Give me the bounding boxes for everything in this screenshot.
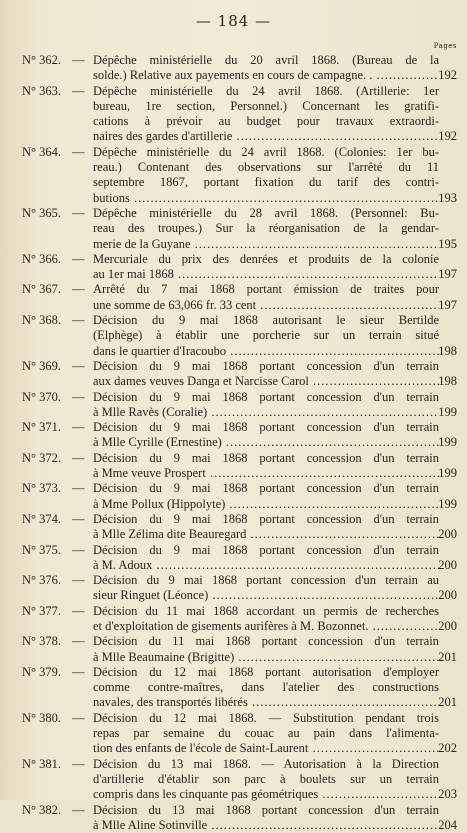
entry-line: naires des gardes d'artillerie ..... — [93, 129, 439, 144]
toc-entry — [0, 282, 467, 313]
toc-entry — [0, 420, 467, 451]
entry-dash: — — [72, 634, 85, 649]
entry-description — [93, 634, 439, 665]
entry-dash: — — [72, 573, 85, 588]
entry-line: à Mme veuve Prospert ..... — [93, 466, 439, 481]
entry-dash: — — [72, 358, 85, 373]
entry-number: N° 377. — [22, 603, 62, 618]
entry-description — [93, 84, 439, 145]
entry-line: solde.) Relative aux payements en cours de campagne. . ..... — [93, 68, 439, 83]
entry-line: bureau, 1re section, Personnel.) Concernant les gratifi- — [93, 98, 439, 113]
toc-entry — [0, 803, 467, 833]
entry-line: Décision du 12 mai 1868. — Substitution pendant trois — [93, 710, 439, 725]
table-of-contents — [0, 53, 467, 833]
entry-page-number: 199 — [438, 404, 457, 419]
entry-line: à Mlle Beaumaine (Brigitte) ..... — [93, 650, 439, 665]
entry-page-number: 197 — [438, 297, 457, 312]
toc-entry — [0, 512, 467, 543]
entry-page-number: 197 — [438, 267, 457, 282]
entry-number: N° 376. — [22, 573, 62, 588]
entry-description — [93, 573, 439, 604]
entry-number: N° 367. — [22, 282, 62, 297]
entry-number: N° 375. — [22, 542, 62, 557]
entry-line: Décision du 12 mai 1868 portant autorisation d'employer — [93, 664, 439, 679]
entry-line: Décision du 9 mai 1868 portant concession d'un terrain — [93, 420, 439, 435]
pages-column-label: Pages — [433, 42, 457, 50]
entry-page-number: 199 — [438, 496, 457, 511]
entry-line: Dépêche ministérielle du 24 avril 1868. (Artillerie: 1er — [93, 83, 439, 98]
toc-entry — [0, 604, 467, 635]
entry-description — [93, 420, 439, 451]
entry-page-number: 201 — [438, 649, 457, 664]
toc-entry — [0, 313, 467, 359]
entry-number: N° 369. — [22, 358, 62, 373]
entry-number: N° 368. — [22, 313, 62, 328]
entry-number: N° 366. — [22, 251, 62, 266]
entry-number: N° 371. — [22, 420, 62, 435]
entry-line: butions ..... — [93, 191, 439, 206]
toc-entry — [0, 451, 467, 482]
toc-entry — [0, 757, 467, 803]
entry-line: Dépêche ministérielle du 20 avril 1868. (Bureau de la — [93, 53, 439, 67]
entry-number: N° 363. — [22, 83, 62, 98]
entry-line: comme contre-maîtres, dans l'atelier des constructions — [93, 680, 439, 695]
entry-line: aux dames veuves Danga et Narcisse Carol ..... — [93, 374, 439, 389]
entry-description — [93, 53, 439, 84]
entry-line: une somme de 63,066 fr. 33 cent ..... — [93, 298, 439, 313]
entry-description — [93, 359, 439, 390]
entry-line: Arrêté du 7 mai 1868 portant émission de traites pour — [93, 282, 439, 297]
entry-page-number: 199 — [438, 466, 457, 481]
entry-description — [93, 145, 439, 206]
entry-line: Décision du 9 mai 1868 portant concession d'un terrain — [93, 481, 439, 496]
entry-line: dans le quartier d'Iracoubo ..... — [93, 344, 439, 359]
entry-number: N° 364. — [22, 144, 62, 159]
entry-number: N° 382. — [22, 802, 62, 817]
toc-entry — [0, 206, 467, 252]
entry-line: Décision du 9 mai 1868 portant concession d'un terrain — [93, 450, 439, 465]
entry-description — [93, 451, 439, 482]
entry-dash: — — [72, 710, 85, 725]
page-number: — 184 — — [195, 12, 272, 30]
entry-page-number: 200 — [438, 588, 457, 603]
entry-description — [93, 206, 439, 252]
entry-dash: — — [72, 144, 85, 159]
entry-dash: — — [72, 450, 85, 465]
toc-entry — [0, 359, 467, 390]
entry-number: N° 370. — [22, 389, 62, 404]
entry-dash: — — [72, 205, 85, 220]
entry-description — [93, 543, 439, 574]
entry-dash: — — [72, 313, 85, 328]
entry-dash: — — [72, 251, 85, 266]
toc-entry — [0, 573, 467, 604]
toc-entry — [0, 665, 467, 711]
toc-entry — [0, 481, 467, 512]
entry-page-number: 200 — [438, 557, 457, 572]
entry-line: tion des enfants de l'école de Saint-Laurent ..... — [93, 741, 439, 756]
entry-line: et d'exploitation de gisements aurifères à M. Bozonnet. ..... — [93, 619, 439, 634]
entry-description — [93, 282, 439, 313]
entry-line: au 1er mai 1868 ..... — [93, 267, 439, 282]
entry-line: Décision du 9 mai 1868 autorisant le sieur Bertilde — [93, 313, 439, 328]
entry-dash: — — [72, 53, 85, 67]
toc-entry — [0, 543, 467, 574]
entry-line: Décision du 13 mai 1868 portant concession d'un terrain — [93, 802, 439, 817]
entry-description — [93, 803, 439, 833]
entry-line: repas par semaine du couac au pain dans l'alimenta- — [93, 726, 439, 741]
toc-entry — [0, 84, 467, 145]
entry-number: N° 372. — [22, 450, 62, 465]
entry-line: Décision du 9 mai 1868 portant concession d'un terrain au — [93, 573, 439, 588]
entry-number: N° 380. — [22, 710, 62, 725]
entry-description — [93, 390, 439, 421]
entry-line: reau.) Contenant des observations sur l'arrêté du 11 — [93, 160, 439, 175]
entry-page-number: 204 — [438, 817, 457, 832]
entry-line: Mercuriale du prix des denrées et produits de la colonie — [93, 251, 439, 266]
entry-description — [93, 757, 439, 803]
entry-page-number: 192 — [438, 68, 457, 83]
entry-line: Décision du 11 mai 1868 portant concession d'un terrain — [93, 634, 439, 649]
entry-line: à Mlle Zélima dite Beauregard ..... — [93, 527, 439, 542]
entry-line: Décision du 13 mai 1868. — Autorisation à la Direction — [93, 756, 439, 771]
entry-page-number: 200 — [438, 618, 457, 633]
entry-line: cations à prévoir au budget pour travaux extraordi- — [93, 114, 439, 129]
toc-entry — [0, 390, 467, 421]
entry-line: Dépêche ministérielle du 28 avril 1868. (Personnel: Bu- — [93, 205, 439, 220]
entry-page-number: 193 — [438, 190, 457, 205]
entry-line: (Elphège) à établir une porcherie sur un terrain situé — [93, 328, 439, 343]
toc-entry — [0, 634, 467, 665]
entry-description — [93, 665, 439, 711]
entry-dash: — — [72, 542, 85, 557]
entry-line: à Mlle Cyrille (Ernestine) ..... — [93, 435, 439, 450]
toc-entry — [0, 252, 467, 283]
entry-line: à M. Adoux ..... — [93, 558, 439, 573]
entry-line: Dépêche ministérielle du 24 avril 1868. (Colonies: 1er bu- — [93, 144, 439, 159]
entry-dash: — — [72, 420, 85, 435]
toc-entry — [0, 53, 467, 84]
entry-page-number: 202 — [438, 741, 457, 756]
entry-dash: — — [72, 481, 85, 496]
entry-dash: — — [72, 389, 85, 404]
entry-description — [93, 481, 439, 512]
entry-line: septembre 1867, portant fixation du tarif des contri- — [93, 175, 439, 190]
entry-line: Décision du 9 mai 1868 portant concession d'un terrain — [93, 511, 439, 526]
entry-dash: — — [72, 603, 85, 618]
entry-line: à Mlle Aline Sotinville ..... — [93, 818, 439, 833]
entry-line: d'artillerie d'établir son parc à boulets sur un terrain — [93, 771, 439, 786]
entry-description — [93, 604, 439, 635]
entry-line: merie de la Guyane ..... — [93, 237, 439, 252]
entry-dash: — — [72, 802, 85, 817]
entry-dash: — — [72, 511, 85, 526]
entry-number: N° 362. — [22, 53, 62, 67]
entry-line: Décision du 11 mai 1868 accordant un permis de recherches — [93, 603, 439, 618]
entry-line: Décision du 9 mai 1868 portant concession d'un terrain — [93, 389, 439, 404]
entry-dash: — — [72, 83, 85, 98]
entry-dash: — — [72, 664, 85, 679]
entry-description — [93, 512, 439, 543]
entry-page-number: 200 — [438, 527, 457, 542]
entry-page-number: 198 — [438, 374, 457, 389]
entry-dash: — — [72, 282, 85, 297]
entry-number: N° 379. — [22, 664, 62, 679]
entry-page-number: 195 — [438, 236, 457, 251]
entry-page-number: 198 — [438, 343, 457, 358]
entry-number: N° 365. — [22, 205, 62, 220]
entry-line: reau des troupes.) Sur la réorganisation de la gendar- — [93, 221, 439, 236]
toc-entry — [0, 711, 467, 757]
entry-number: N° 374. — [22, 511, 62, 526]
entry-line: sieur Ringuet (Léonce) ..... — [93, 588, 439, 603]
entry-page-number: 201 — [438, 695, 457, 710]
toc-entry — [0, 145, 467, 206]
entry-dash: — — [72, 756, 85, 771]
entry-page-number: 199 — [438, 435, 457, 450]
entry-description — [93, 313, 439, 359]
entry-line: à Mme Pollux (Hippolyte) ..... — [93, 497, 439, 512]
entry-line: Décision du 9 mai 1868 portant concession d'un terrain — [93, 542, 439, 557]
entry-number: N° 381. — [22, 756, 62, 771]
entry-number: N° 373. — [22, 481, 62, 496]
entry-line: compris dans les cinquante pas géométriques ..... — [93, 787, 439, 802]
entry-page-number: 192 — [438, 129, 457, 144]
entry-line: Décision du 9 mai 1868 portant concession d'un terrain — [93, 358, 439, 373]
entry-line: à Mlle Ravès (Coralie) ..... — [93, 405, 439, 420]
entry-page-number: 203 — [438, 787, 457, 802]
entry-number: N° 378. — [22, 634, 62, 649]
entry-description — [93, 252, 439, 283]
entry-line: navales, des transportés libérés ..... — [93, 695, 439, 710]
entry-description — [93, 711, 439, 757]
